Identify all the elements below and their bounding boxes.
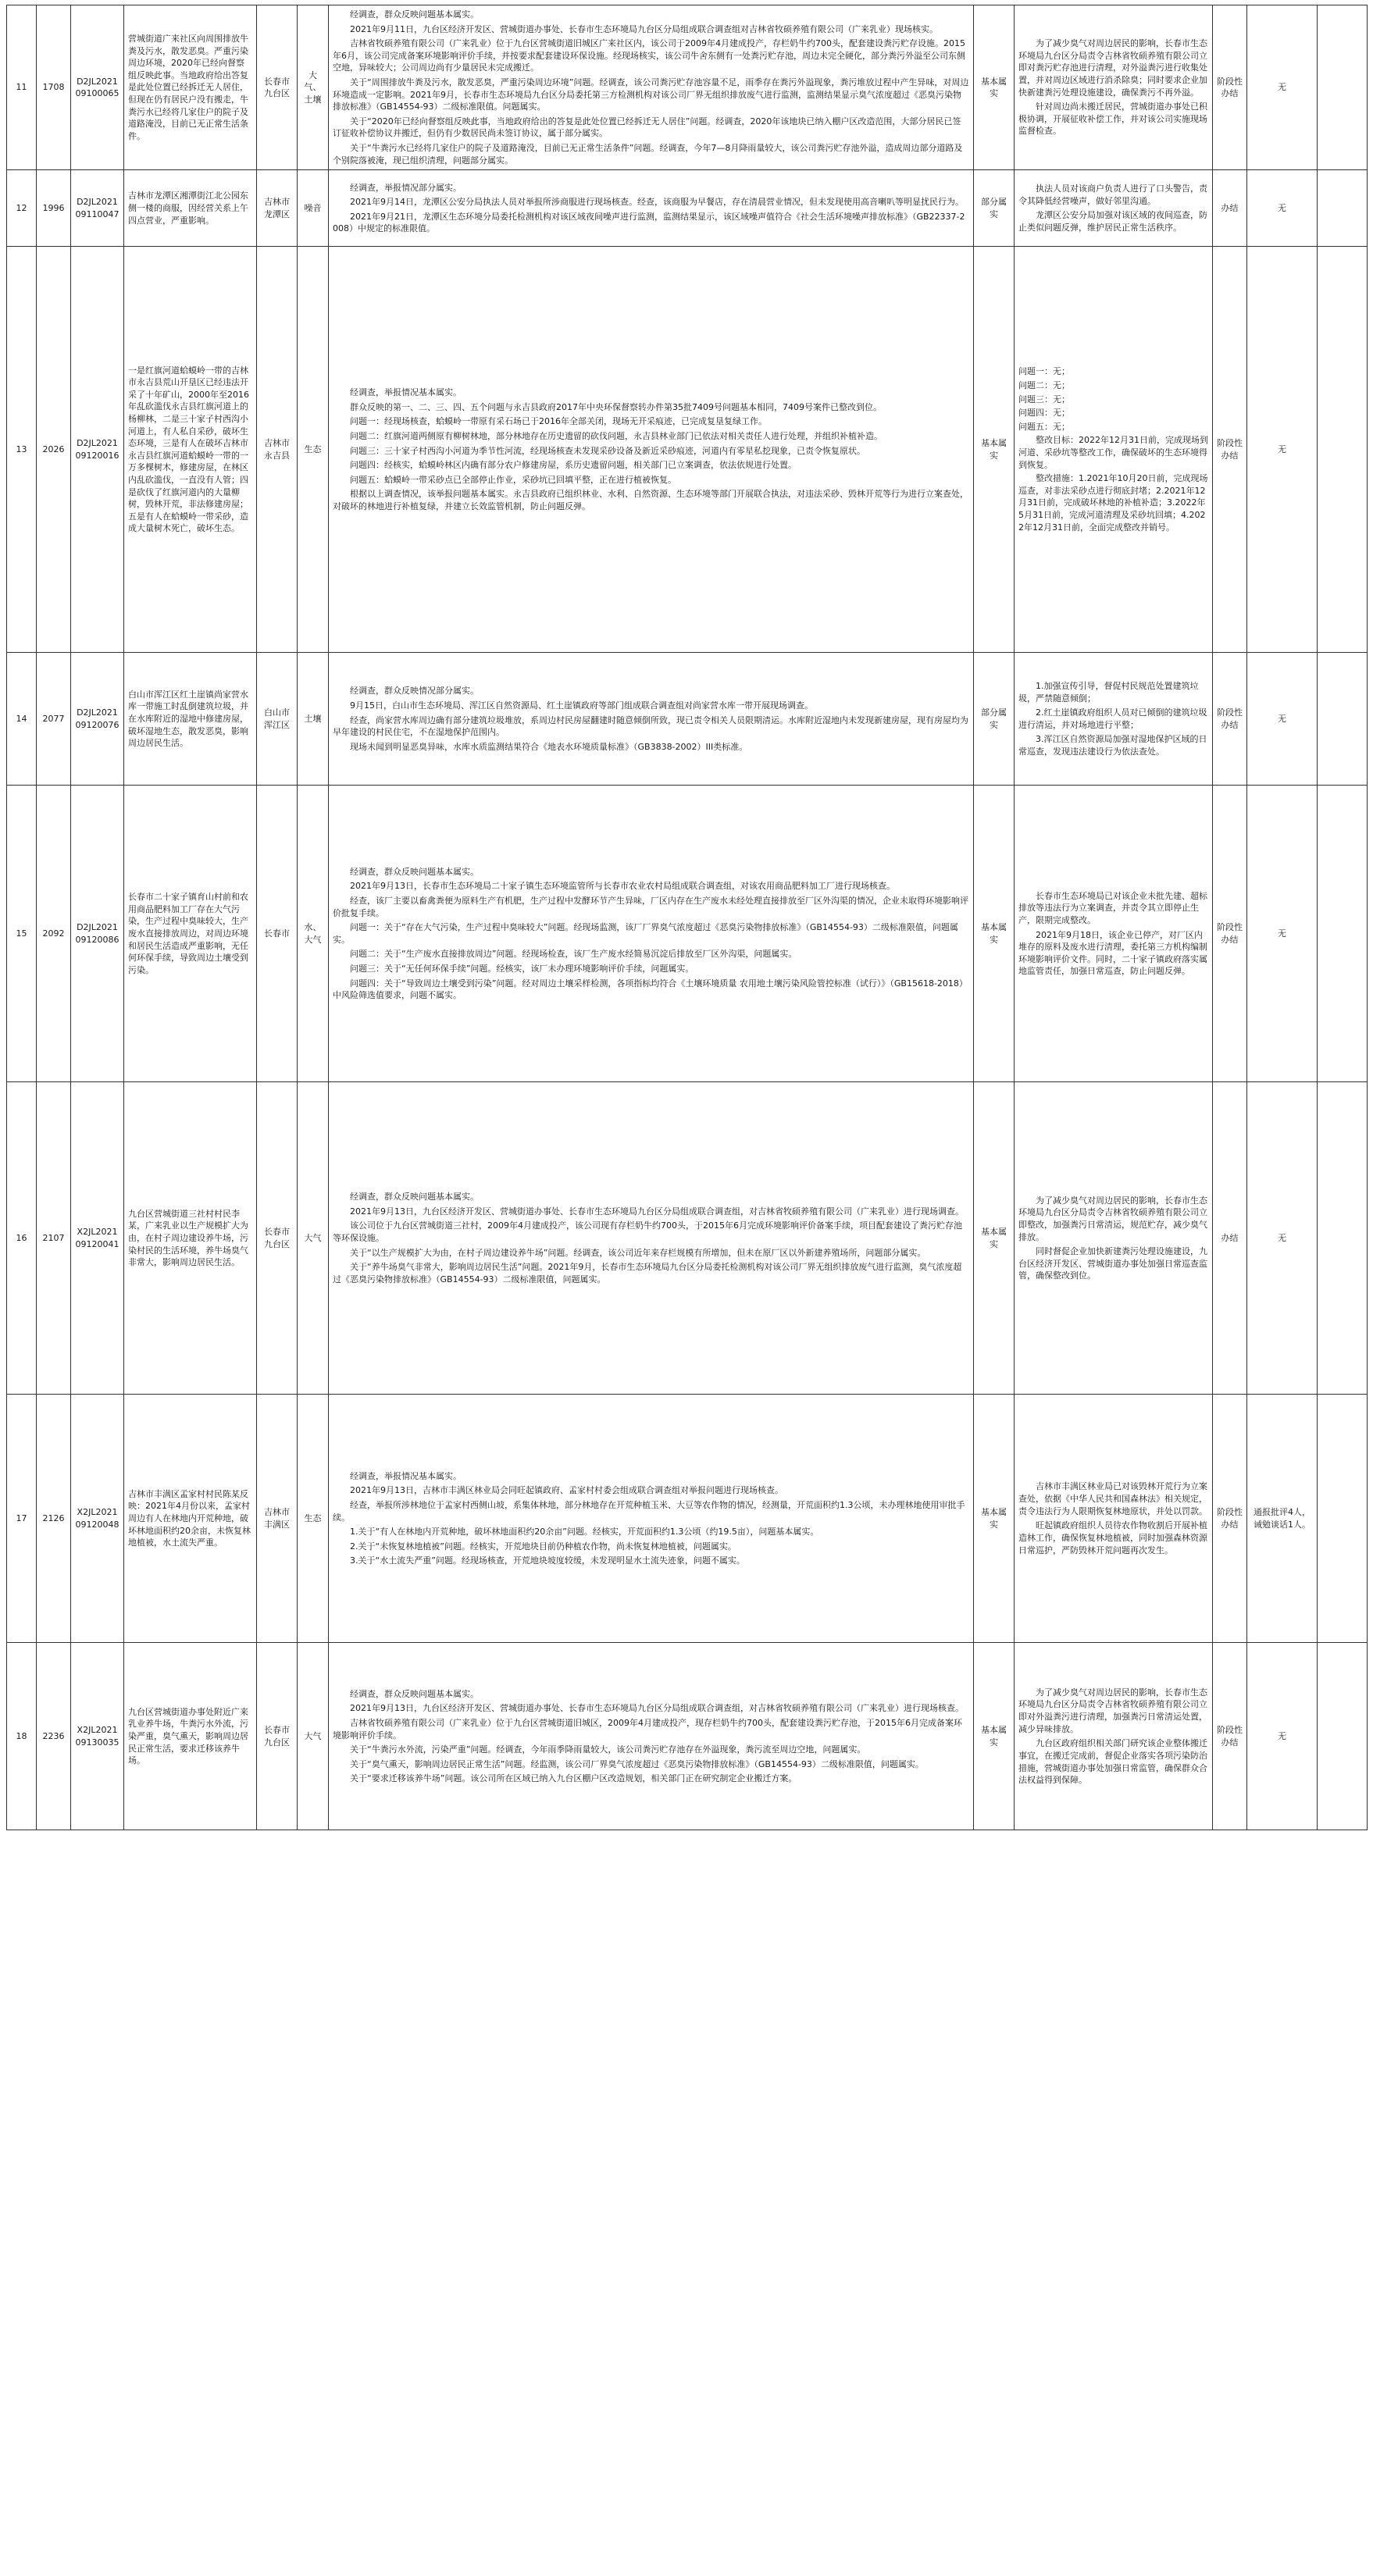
table-row [7, 170, 1368, 247]
complaint-id [37, 1643, 71, 1830]
rectification-measures [1015, 247, 1213, 653]
rectification-measures-paragraph: 2.红土崖镇政府组织人员对已倾倒的建筑垃圾进行清运，并对场地进行平整； [1018, 707, 1207, 730]
verification-result [974, 247, 1015, 653]
row-number [7, 170, 37, 247]
complaint-id-text: 2092 [42, 928, 65, 939]
accountability-text: 无 [1278, 82, 1286, 93]
complaint-content [124, 247, 257, 653]
remark [1318, 1082, 1368, 1395]
region-text: 长春市 [264, 928, 290, 939]
verification-result-text: 基本属实 [981, 1227, 1007, 1249]
rectification-measures [1015, 170, 1213, 247]
verification-result [974, 786, 1015, 1082]
rectification-measures [1015, 653, 1213, 786]
complaint-id [37, 1082, 71, 1395]
table-row [7, 1082, 1368, 1395]
investigation-detail-paragraph: 经调查，群众反映问题基本属实。 [350, 1192, 479, 1202]
verification-result-text: 基本属实 [981, 76, 1007, 99]
investigation-detail-paragraph: 9月15日，白山市生态环境局、浑江区自然资源局、红土崖镇政府等部门组成联合调查组对尚家营水库一带开展现场调查。 [350, 700, 813, 711]
rectification-measures-paragraph: 整改措施：1.2021年10月20日前，完成现场巡查，对非法采砂点进行彻底封堵；2.2021年12月31日前，完成破坏林地的补植补造；3.2022年5月31日前，完成河道清理及采砂坑回填；4.2022年12月31日前，全面完成整改并销号。 [1018, 473, 1208, 533]
region-text: 吉林市丰满区 [264, 1507, 290, 1530]
investigation-detail-paragraph: 经调查，举报情况基本属实。 [350, 1470, 462, 1481]
investigation-detail-paragraph: 2021年9月21日，龙潭区生态环境分局委托检测机构对该区域夜间噪声进行监测，监测结果显示，该区域噪声值符合《社会生活环境噪声排放标准》（GB22337-2008）中规定的标准限值。 [333, 211, 965, 234]
investigation-detail-paragraph: 现场未闻到明显恶臭异味，水库水质监测结果符合《地表水环境质量标准》（GB3838-2002）III类标准。 [350, 741, 748, 752]
accountability-text: 无 [1278, 1233, 1286, 1243]
accountability [1247, 5, 1318, 170]
investigation-detail-paragraph: 关于“牛粪污水外流，污染严重”问题。经调查，今年雨季降雨量较大，该公司粪污贮存池存在外溢现象，粪污流至周边空地，问题属实。 [350, 1744, 866, 1755]
case-code [71, 247, 124, 653]
investigation-detail-paragraph: 2021年9月13日，九台区经济开发区、营城街道办事处、长春市生态环境局九台区分局组成联合调查组，对吉林省牧硕养殖有限公司（广来乳业）进行现场调查。 [350, 1206, 964, 1217]
region-text: 白山市浑江区 [264, 707, 290, 730]
table-row [7, 1643, 1368, 1830]
verification-result-text: 部分属实 [981, 197, 1007, 219]
rectification-measures-paragraph: 问题一：无； [1018, 366, 1070, 377]
verification-result-text: 基本属实 [981, 922, 1007, 945]
complaint-content-text: 吉林市龙潭区湘潭街江北公园东侧一楼的商服，因经营关系上午四点营业，严重影响。 [128, 191, 248, 226]
verification-result [974, 653, 1015, 786]
pollution-type-text: 噪音 [304, 203, 322, 213]
accountability-text: 无 [1278, 714, 1286, 724]
complaint-id [37, 5, 71, 170]
case-code [71, 786, 124, 1082]
verification-result [974, 1395, 1015, 1643]
case-status-text: 阶段性办结 [1217, 438, 1243, 461]
verification-result [974, 1643, 1015, 1830]
rectification-measures-paragraph: 问题五：无； [1018, 421, 1070, 432]
complaint-content [124, 1643, 257, 1830]
investigation-detail-paragraph: 群众反映的第一、二、三、四、五个问题与永吉县政府2017年中央环保督察转办件第35批7409号问题基本相同，7409号案件已整改到位。 [350, 401, 882, 412]
table-row [7, 786, 1368, 1082]
case-code [71, 1082, 124, 1395]
row-number-text: 14 [16, 714, 27, 724]
complaint-id-text: 1996 [42, 203, 65, 213]
remark [1318, 653, 1368, 786]
case-status [1213, 1395, 1247, 1643]
verification-result [974, 5, 1015, 170]
region [257, 1643, 298, 1830]
investigation-detail-paragraph: 问题三：三十家子村西沟小河道为季节性河流，经现场核查未发现采砂设备及新近采砂痕迹，河道内有零星私挖现象，已责令恢复原状。 [350, 445, 865, 456]
pollution-type [298, 653, 329, 786]
complaint-content-text: 九台区营城街道三社村村民李某，广来乳业以生产规模扩大为由，在村子周边建设养牛场，污染村民的生活环境，养牛场臭气非常大，影响周边居民生活。 [128, 1208, 248, 1268]
pollution-type [298, 1395, 329, 1643]
region [257, 5, 298, 170]
investigation-detail-paragraph: 经查，举报所涉林地位于孟家村西侧山坡，系集体林地，部分林地存在开荒种植玉米、大豆等农作物的情况，经测量，开荒面积约1.3公顷，未办理林地使用审批手续。 [333, 1499, 965, 1523]
complaint-content [124, 1082, 257, 1395]
case-status [1213, 1082, 1247, 1395]
remark [1318, 170, 1368, 247]
table-row [7, 5, 1368, 170]
complaint-table-sheet [6, 5, 1367, 1830]
accountability [1247, 1082, 1318, 1395]
complaint-content [124, 653, 257, 786]
investigation-detail-paragraph: 关于“要求迁移该养牛场”问题。该公司所在区域已纳入九台区棚户区改造规划，相关部门正在研究制定企业搬迁方案。 [350, 1773, 797, 1784]
investigation-detail [329, 786, 974, 1082]
rectification-measures-paragraph: 同时督促企业加快新建粪污处理设施建设，九台区经济开发区、营城街道办事处加强日常巡查监管，确保整改到位。 [1018, 1246, 1207, 1281]
investigation-detail-paragraph: 问题二：红旗河道两侧原有柳树林地，部分林地存在历史遗留的砍伐问题，永吉县林业部门已依法对相关责任人进行处理，并组织补植补造。 [350, 430, 883, 441]
complaint-id-text: 2126 [42, 1513, 65, 1523]
table-row [7, 653, 1368, 786]
complaint-content-text: 白山市浑江区红土崖镇尚家营水库一带施工时乱倒建筑垃圾，并在水库附近的湿地中修建房屋，破坏湿地生态，散发恶臭，影响周边居民生活。 [128, 689, 248, 749]
region [257, 653, 298, 786]
complaint-content [124, 786, 257, 1082]
investigation-detail-paragraph: 关于“臭气熏天，影响周边居民正常生活”问题。经监测，该公司厂界臭气浓度超过《恶臭污染物排放标准》（GB14554-93）二级标准限值，问题属实。 [350, 1758, 924, 1769]
case-code-text: X2JL2021 09120041 [75, 1227, 119, 1249]
investigation-detail-paragraph: 关于“周围排放牛粪及污水，散发恶臭，严重污染周边环境”问题。经调查，该公司粪污贮存池容量不足，雨季存在粪污外溢现象，粪污堆放过程中产生异味，对周边环境造成一定影响。2021年9月，长春市生态环境局九台区分局委托第三方检测机构对该公司厂界无组织排放废气进行监测，监测结果显示臭气浓度超过《恶臭污染物排放标准》（GB14554-93）二级标准限值。问题属实。 [333, 77, 969, 112]
investigation-detail-paragraph: 问题五：蛤蟆岭一带采砂点已全部停止作业，采砂坑已回填平整，正在进行植被恢复。 [350, 474, 676, 485]
investigation-detail-paragraph: 2021年9月13日，长春市生态环境局二十家子镇生态环境监管所与长春市农业农村局组成联合调查组，对该农用商品肥料加工厂进行现场核查。 [350, 881, 895, 892]
accountability-text: 无 [1278, 203, 1286, 213]
region-text: 长春市九台区 [264, 1725, 290, 1748]
rectification-measures-paragraph: 问题三：无； [1018, 394, 1070, 404]
case-code [71, 1643, 124, 1830]
investigation-detail-paragraph: 2021年9月13日，九台区经济开发区、营城街道办事处、长春市生态环境局九台区分局组成联合调查组，对吉林省牧硕养殖有限公司（广来乳业）进行现场核查。 [350, 1703, 964, 1714]
case-status-text: 阶段性办结 [1217, 76, 1243, 99]
investigation-detail-paragraph: 问题一：关于“存在大气污染，生产过程中臭味较大”问题。经现场监测，该厂厂界臭气浓度超过《恶臭污染物排放标准》（GB14554-93）二级标准限值，问题属实。 [333, 922, 958, 945]
investigation-detail-paragraph: 1.关于“有人在林地内开荒种地，破坏林地面积约20余亩”问题。经核实，开荒面积约1.3公顷（约19.5亩），问题基本属实。 [350, 1527, 819, 1537]
investigation-detail-paragraph: 经调查，群众反映情况部分属实。 [350, 686, 479, 697]
complaint-content-text: 一是红旗河道蛤蟆岭一带的吉林市永吉县荒山开垦区已经违法开采了十年矿山，2000年至2016年乱砍滥伐永吉县红旗河道上的杨柳林，二是三十家子村西沟小河道上，有人私自采砂，破坏生态环境，三是有人在破坏吉林市永吉县红旗河道蛤蟆岭一带的一万多棵树木，修建房屋，在林区内乱砍滥伐，一直没有人管；四是砍伐了红旗河道内的大量柳树，毁林开荒，非法修建房屋；五是有人在蛤蟆岭一带采砂，造成大量树木死亡，破坏生态。 [128, 365, 249, 534]
investigation-detail [329, 5, 974, 170]
pollution-type [298, 1082, 329, 1395]
investigation-detail [329, 1643, 974, 1830]
case-status-text: 阶段性办结 [1217, 1725, 1243, 1748]
row-number [7, 653, 37, 786]
case-status [1213, 170, 1247, 247]
region-text: 长春市九台区 [264, 1227, 290, 1249]
complaint-content-text: 营城街道广来社区向周围排放牛粪及污水，散发恶臭。严重污染周边环境，2020年已经向督察组反映此事。当地政府给出答复是此处位置已经拆迁无人居住，但现在仍有居民户没有搬走，牛粪污水已经将几家住户的院子及道路淹没，目前已无正常生活条件。 [128, 33, 248, 141]
investigation-detail-paragraph: 2021年9月11日，九台区经济开发区、营城街道办事处、长春市生态环境局九台区分局组成联合调查组对吉林省牧硕养殖有限公司（广来乳业）现场核实。 [350, 23, 938, 34]
investigation-detail [329, 1082, 974, 1395]
accountability-text: 无 [1278, 928, 1286, 939]
rectification-measures-paragraph: 长春市生态环境局已对该企业未批先建、超标排放等违法行为立案调查，并责令其立即停止生产，限期完成整改。 [1018, 890, 1207, 925]
row-number [7, 1643, 37, 1830]
rectification-measures [1015, 5, 1213, 170]
case-status-text: 阶段性办结 [1217, 1507, 1243, 1530]
accountability [1247, 1643, 1318, 1830]
rectification-measures-paragraph: 为了减少臭气对周边居民的影响，长春市生态环境局九台区分局责令吉林省牧硕养殖有限公司立即对外溢粪污进行清理，加强粪污日常清运处置，减少异味排放。 [1018, 1687, 1207, 1734]
remark [1318, 5, 1368, 170]
row-number-text: 15 [16, 928, 27, 939]
investigation-detail-paragraph: 根据以上调查情况，该举报问题基本属实。永吉县政府已组织林业、水利、自然资源、生态环境等部门开展联合执法，对违法采砂、毁林开荒等行为进行立案查处，对破坏的林地进行补植复绿，并建立长效监管机制，防止问题反弹。 [333, 489, 968, 511]
accountability [1247, 1395, 1318, 1643]
investigation-detail-paragraph: 经查，尚家营水库周边确有部分建筑垃圾堆放，系周边村民房屋翻建时随意倾倒所致，现已责令相关人员限期清运。水库附近湿地内未发现新建房屋，现有房屋均为早年建设的村民住宅，不在湿地保护范围内。 [333, 714, 968, 738]
complaint-id [37, 786, 71, 1082]
region-text: 吉林市永吉县 [264, 438, 290, 461]
row-number [7, 247, 37, 653]
rectification-measures-paragraph: 整改目标：2022年12月31日前，完成现场到河道、采砂坑等整改工作，确保破坏的生态环境得到恢复。 [1018, 435, 1208, 470]
rectification-measures-paragraph: 吉林市丰满区林业局已对该毁林开荒行为立案查处，依据《中华人民共和国森林法》相关规定，责令违法行为人限期恢复林地原状，并处以罚款。 [1018, 1481, 1207, 1516]
verification-result [974, 170, 1015, 247]
rectification-measures-paragraph: 针对周边尚未搬迁居民，营城街道办事处已积极协调，开展征收补偿工作，并对该公司实施现场监督检查。 [1018, 102, 1207, 137]
row-number-text: 12 [16, 203, 27, 213]
rectification-measures-paragraph: 九台区政府组织相关部门研究该企业整体搬迁事宜，在搬迁完成前，督促企业落实各项污染防治措施，营城街道办事处加强日常监管，确保群众合法权益得到保障。 [1018, 1738, 1207, 1786]
investigation-detail-paragraph: 关于“2020年已经向督察组反映此事，当地政府给出的答复是此处位置已经拆迁无人居住”问题。经调查，2020年该地块已纳入棚户区改造范围，大部分居民已签订征收补偿协议并搬迁，但仍有少数居民尚未签订协议，属于部分属实。 [333, 116, 961, 139]
accountability-text: 无 [1278, 444, 1286, 454]
case-status [1213, 786, 1247, 1082]
pollution-type-text: 大气、土壤 [304, 69, 322, 105]
table-row [7, 1395, 1368, 1643]
case-code-text: X2JL2021 09120048 [75, 1507, 119, 1530]
region [257, 247, 298, 653]
row-number [7, 1082, 37, 1395]
investigation-detail-paragraph: 经调查，举报情况基本属实。 [350, 387, 462, 398]
rectification-measures-paragraph: 3.浑江区自然资源局加强对湿地保护区域的日常巡查，发现违法建设行为依法查处。 [1018, 734, 1207, 757]
investigation-detail-paragraph: 2021年9月14日，龙潭区公安分局执法人员对举报所涉商服进行现场核查。经查，该商服为早餐店，存在清晨营业情况，但未发现使用高音喇叭等明显扰民行为。 [350, 197, 964, 208]
row-number [7, 1395, 37, 1643]
complaint-table [6, 5, 1368, 1830]
case-code-text: D2JL2021 09120086 [75, 922, 119, 945]
complaint-id-text: 2236 [42, 1731, 65, 1741]
investigation-detail-paragraph: 问题一：经现场核查，蛤蟆岭一带原有采石场已于2016年全部关闭，现场无开采痕迹，已完成复垦复绿工作。 [350, 416, 767, 427]
pollution-type [298, 786, 329, 1082]
complaint-id-text: 2077 [42, 714, 65, 724]
region [257, 170, 298, 247]
complaint-id [37, 247, 71, 653]
case-status [1213, 653, 1247, 786]
complaint-content [124, 1395, 257, 1643]
investigation-detail-paragraph: 关于“养牛场臭气非常大，影响周边居民生活”问题。2021年9月，长春市生态环境局九台区分局委托检测机构对该公司厂界无组织排放废气进行监测，臭气浓度超过《恶臭污染物排放标准》（GB14554-93）二级标准限值，问题属实。 [333, 1262, 962, 1284]
complaint-content [124, 170, 257, 247]
remark [1318, 247, 1368, 653]
complaint-id-text: 1708 [42, 82, 65, 93]
investigation-detail-paragraph: 2021年9月13日，吉林市丰满区林业局会同旺起镇政府、孟家村村委会组成联合调查组对举报问题进行现场核查。 [350, 1485, 783, 1496]
case-code-text: D2JL2021 09120076 [75, 707, 119, 730]
verification-result [974, 1082, 1015, 1395]
investigation-detail-paragraph: 问题二：关于“生产废水直接排放周边”问题。经现场检查，该厂生产废水经简易沉淀后排放至厂区外沟渠，问题属实。 [350, 949, 797, 960]
investigation-detail-paragraph: 经调查，群众反映问题基本属实。 [350, 9, 479, 20]
case-code [71, 653, 124, 786]
rectification-measures-paragraph: 问题二：无； [1018, 379, 1070, 390]
verification-result-text: 基本属实 [981, 438, 1007, 461]
table-row [7, 247, 1368, 653]
accountability-text: 通报批评4人，诫勉谈话1人。 [1254, 1507, 1311, 1530]
case-code-text: D2JL2021 09120016 [75, 438, 119, 461]
rectification-measures-paragraph: 1.加强宣传引导，督促村民规范处置建筑垃圾，严禁随意倾倒； [1018, 680, 1199, 704]
rectification-measures-paragraph: 执法人员对该商户负责人进行了口头警告，责令其降低经营噪声，做好邻里沟通。 [1018, 183, 1207, 206]
case-code [71, 170, 124, 247]
rectification-measures [1015, 786, 1213, 1082]
rectification-measures [1015, 1643, 1213, 1830]
case-code [71, 5, 124, 170]
rectification-measures-paragraph: 问题四：无； [1018, 408, 1070, 419]
investigation-detail-paragraph: 经调查，群众反映问题基本属实。 [350, 866, 479, 877]
complaint-id [37, 1395, 71, 1643]
investigation-detail-paragraph: 吉林省牧硕养殖有限公司（广来乳业）位于九台区营城街道旧城区广来社区内，该公司于2009年4月建成投产，存栏奶牛约700头，配套建设粪污贮存设施。2015年6月，该公司完成备案环境影响评价手续，并按要求配套建设环保设施。经现场核实，该公司牛舍东侧有一处粪污贮存池，周边未完全硬化，部分粪污外溢至公司东侧空地，异味较大；公司周边尚有少量居民未完成搬迁。 [333, 38, 965, 73]
rectification-measures-paragraph: 为了减少臭气对周边居民的影响，长春市生态环境局九台区分局责令吉林省牧硕养殖有限公司立即整改，加强粪污日常清运，规范贮存，减少臭气排放。 [1018, 1195, 1207, 1242]
investigation-detail [329, 653, 974, 786]
pollution-type [298, 170, 329, 247]
row-number-text: 16 [16, 1233, 27, 1243]
rectification-measures [1015, 1395, 1213, 1643]
investigation-detail-paragraph: 经调查，举报情况部分属实。 [350, 182, 462, 193]
investigation-detail-paragraph: 问题三：关于“无任何环保手续”问题。经核实，该厂未办理环境影响评价手续，问题属实。 [350, 964, 694, 974]
investigation-detail-paragraph: 关于“以生产规模扩大为由，在村子周边建设养牛场”问题。经调查，该公司近年来存栏规模有所增加，但未在原厂区以外新建养殖场所，问题部分属实。 [350, 1247, 926, 1258]
region-text: 长春市九台区 [264, 76, 290, 99]
region [257, 786, 298, 1082]
case-status-text: 办结 [1221, 1233, 1239, 1243]
row-number-text: 13 [16, 444, 27, 454]
remark [1318, 786, 1368, 1082]
case-code [71, 1395, 124, 1643]
case-code-text: D2JL2021 09110047 [75, 197, 119, 219]
verification-result-text: 基本属实 [981, 1725, 1007, 1748]
rectification-measures-paragraph: 2021年9月18日，该企业已停产，对厂区内堆存的原料及废水进行清理，委托第三方机构编制环境影响评价文件。同时，二十家子镇政府落实属地监管责任，加强日常巡查，防止问题反弹。 [1018, 929, 1207, 977]
rectification-measures-paragraph: 龙潭区公安分局加强对该区域的夜间巡查，防止类似问题反弹，维护居民正常生活秩序。 [1018, 210, 1207, 233]
investigation-detail-paragraph: 3.关于“水土流失严重”问题。经现场核查，开荒地块坡度较缓，未发现明显水土流失迹象，问题不属实。 [350, 1555, 745, 1566]
accountability [1247, 786, 1318, 1082]
pollution-type-text: 生态 [304, 444, 322, 454]
investigation-detail-paragraph: 关于“牛粪污水已经将几家住户的院子及道路淹没，目前已无正常生活条件”问题。经调查，今年7—8月降雨量较大，该公司粪污贮存池外溢，造成周边部分道路及个别院落被淹，现已组织清理，问题部分属实。 [333, 143, 963, 166]
region [257, 1395, 298, 1643]
investigation-detail-paragraph: 2.关于“未恢复林地植被”问题。经核实，开荒地块目前仍种植农作物，尚未恢复林地植被，问题属实。 [350, 1541, 736, 1552]
investigation-detail-paragraph: 该公司位于九台区营城街道三社村，2009年4月建成投产，该公司现有存栏奶牛约700头，于2015年6月完成环境影响评价备案手续，项目配套建设了粪污贮存池等环保设施。 [333, 1220, 962, 1243]
remark [1318, 1395, 1368, 1643]
case-status [1213, 5, 1247, 170]
complaint-content [124, 5, 257, 170]
pollution-type-text: 土壤 [304, 714, 322, 724]
rectification-measures-paragraph: 为了减少臭气对周边居民的影响，长春市生态环境局九台区分局责令吉林省牧硕养殖有限公司立即对粪污贮存池进行清理，对外溢粪污进行收集处置，并对周边区域进行消杀除臭；同时要求企业加快新建粪污处理设施建设，确保粪污不再外溢。 [1018, 38, 1207, 98]
investigation-detail-paragraph: 问题四：经核实，蛤蟆岭林区内确有部分农户修建房屋，系历史遗留问题，相关部门已立案调查，依法依规进行处置。 [350, 460, 797, 471]
rectification-measures-paragraph: 旺起镇政府组织人员待农作物收割后开展补植造林工作，确保恢复林地植被，同时加强森林资源日常巡护，严防毁林开荒问题再次发生。 [1018, 1520, 1207, 1555]
accountability [1247, 170, 1318, 247]
pollution-type [298, 1643, 329, 1830]
case-status-text: 阶段性办结 [1217, 922, 1243, 945]
row-number-text: 11 [16, 82, 27, 93]
accountability-text: 无 [1278, 1731, 1286, 1741]
pollution-type [298, 5, 329, 170]
row-number-text: 18 [16, 1731, 27, 1741]
investigation-detail-paragraph: 问题四：关于“导致周边土壤受到污染”问题。经对周边土壤采样检测，各项指标均符合《土壤环境质量 农用地土壤污染风险管控标准（试行）》（GB15618-2018）中风险筛选值要求，问题不属实。 [333, 978, 968, 1001]
pollution-type-text: 大气 [304, 1233, 322, 1243]
complaint-content-text: 九台区营城街道办事处附近广来乳业养牛场，牛粪污水外流，污染严重，臭气熏天，影响周边居民正常生活，要求迁移该养牛场。 [128, 1706, 248, 1766]
investigation-detail-paragraph: 经调查，群众反映问题基本属实。 [350, 1688, 479, 1699]
case-status-text: 阶段性办结 [1217, 707, 1243, 730]
row-number-text: 17 [16, 1513, 27, 1523]
verification-result-text: 基本属实 [981, 1507, 1007, 1530]
verification-result-text: 部分属实 [981, 707, 1007, 730]
investigation-detail [329, 1395, 974, 1643]
accountability [1247, 247, 1318, 653]
investigation-detail-paragraph: 吉林省牧硕养殖有限公司（广来乳业）位于九台区营城街道旧城区，2009年4月建成投产，现存栏奶牛约700头，配套建设粪污贮存池，于2015年6月完成备案环境影响评价手续。 [333, 1717, 962, 1740]
case-status [1213, 1643, 1247, 1830]
accountability [1247, 653, 1318, 786]
case-code-text: X2JL2021 09130035 [75, 1725, 119, 1748]
region [257, 1082, 298, 1395]
complaint-id-text: 2026 [42, 444, 65, 454]
complaint-table-body [7, 5, 1368, 1830]
complaint-id [37, 653, 71, 786]
case-status-text: 办结 [1221, 203, 1239, 213]
row-number [7, 5, 37, 170]
complaint-content-text: 吉林市丰满区孟家村村民陈某反映：2021年4月份以来，孟家村周边有人在林地内开荒种地，破坏林地面积约20余亩，未恢复林地植被，水土流失严重。 [128, 1488, 251, 1548]
pollution-type-text: 大气 [304, 1731, 322, 1741]
case-code-text: D2JL2021 09100065 [75, 76, 119, 99]
region-text: 吉林市龙潭区 [264, 197, 290, 219]
pollution-type [298, 247, 329, 653]
case-status [1213, 247, 1247, 653]
pollution-type-text: 水、大气 [304, 922, 322, 945]
complaint-content-text: 长春市二十家子镇育山村前和农用商品肥料加工厂存在大气污染，生产过程中臭味较大，生产废水直接排放周边，对周边环境和居民生活造成严重影响，无任何环保手续，导致周边土壤受到污染。 [128, 892, 248, 975]
investigation-detail-paragraph: 经查，该厂主要以畜禽粪便为原料生产有机肥，生产过程中发酵环节产生异味，厂区内存在生产废水未经处理直接排放至厂区外沟渠的情况，企业未取得环境影响评价批复手续。 [333, 895, 968, 918]
pollution-type-text: 生态 [304, 1513, 322, 1523]
complaint-id-text: 2107 [42, 1233, 65, 1243]
investigation-detail [329, 247, 974, 653]
rectification-measures [1015, 1082, 1213, 1395]
complaint-id [37, 170, 71, 247]
row-number [7, 786, 37, 1082]
remark [1318, 1643, 1368, 1830]
investigation-detail [329, 170, 974, 247]
